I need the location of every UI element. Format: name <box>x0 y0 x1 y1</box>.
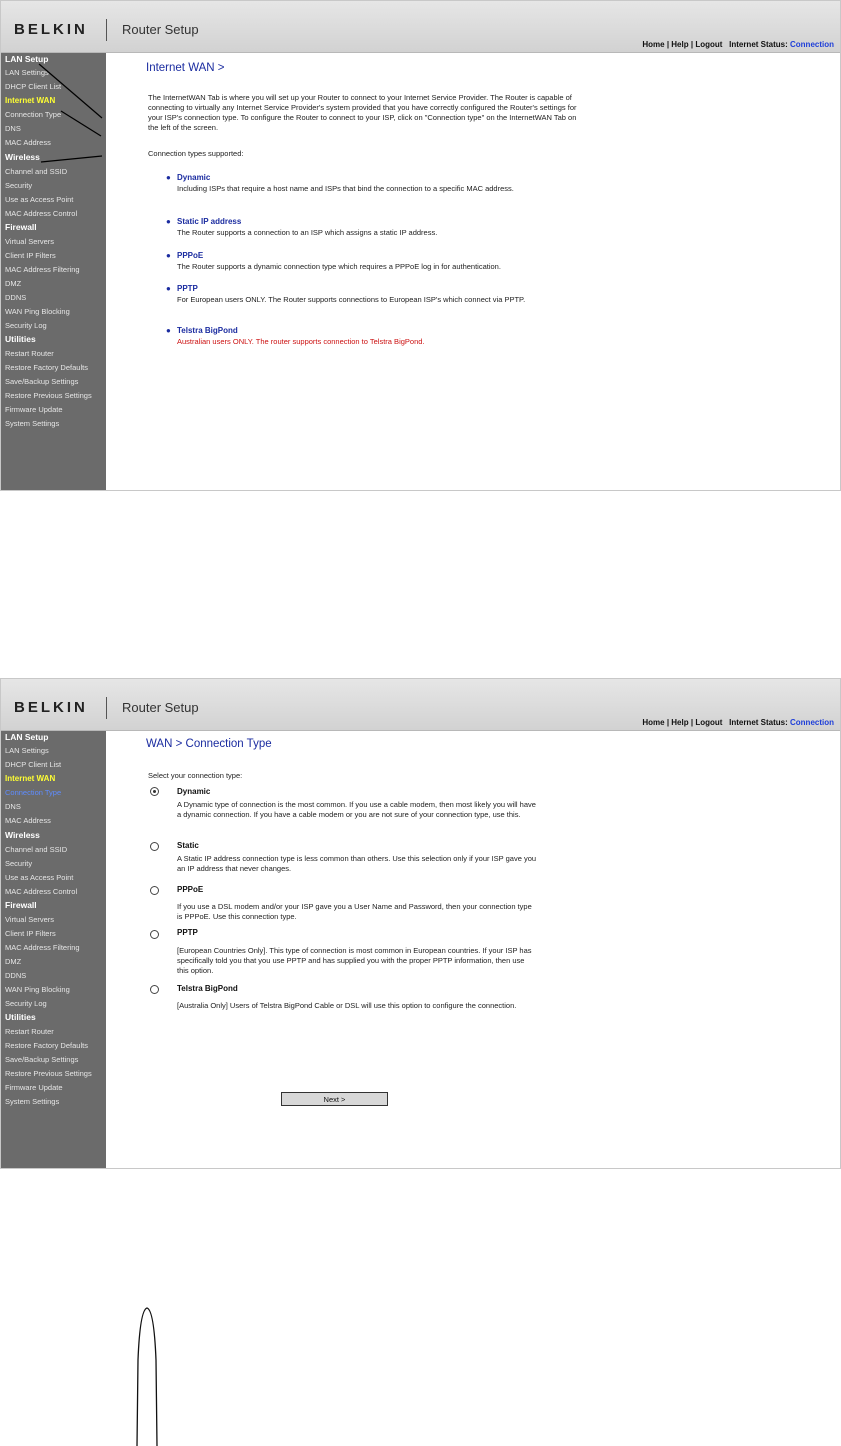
nav-item-restore-previous-settings[interactable]: Restore Previous Settings <box>5 1069 92 1078</box>
nav-section-wireless: Wireless <box>5 152 40 162</box>
top-links <box>642 40 834 49</box>
header-bar <box>1 679 840 731</box>
nav-section-lan-setup: LAN Setup <box>5 54 49 64</box>
type-desc: Including ISPs that require a host name and ISPs that bind the connection to a specific MAC address. <box>177 184 514 193</box>
nav-item-channel-ssid[interactable]: Channel and SSID <box>5 845 68 854</box>
nav-item-restore-factory-defaults[interactable]: Restore Factory Defaults <box>5 1041 88 1050</box>
nav-item-mac-address[interactable]: MAC Address <box>5 816 51 825</box>
nav-item-firmware-update[interactable]: Firmware Update <box>5 1083 63 1092</box>
nav-item-restore-previous-settings[interactable]: Restore Previous Settings <box>5 391 92 400</box>
link-separator: | <box>664 718 672 727</box>
type-desc: For European users ONLY. The Router supports connections to European ISP's which connect via PPTP. <box>177 295 526 304</box>
nav-item-system-settings[interactable]: System Settings <box>5 1097 60 1106</box>
nav-item-mac-address[interactable]: MAC Address <box>5 138 51 147</box>
sidebar <box>1 731 106 1169</box>
nav-item-use-as-access-point[interactable]: Use as Access Point <box>5 195 74 204</box>
nav-item-virtual-servers[interactable]: Virtual Servers <box>5 237 55 246</box>
app-title: Router Setup <box>122 22 199 37</box>
option-title: PPPoE <box>177 885 204 894</box>
bullet-icon: ● <box>166 217 171 226</box>
radio-telstra-bigpond[interactable] <box>150 985 159 994</box>
type-title: PPPoE <box>177 251 204 260</box>
option-title: Static <box>177 841 199 850</box>
next-button[interactable]: Next > <box>281 1092 388 1106</box>
nav-section-firewall: Firewall <box>5 222 37 232</box>
nav-item-mac-address-control[interactable]: MAC Address Control <box>5 887 78 896</box>
internet-status-value: Connection <box>790 718 834 727</box>
bullet-icon: ● <box>166 173 171 182</box>
nav-item-use-as-access-point[interactable]: Use as Access Point <box>5 873 74 882</box>
supported-label: Connection types supported: <box>148 149 244 158</box>
type-title: PPTP <box>177 284 198 293</box>
page-title: Internet WAN > <box>146 62 225 74</box>
internet-status-label: Internet Status: <box>729 40 788 49</box>
type-desc: Australian users ONLY. The router supports connection to Telstra BigPond. <box>177 337 425 346</box>
intro-text: The InternetWAN Tab is where you will set up your Router to connect to your Internet Service Provider. The Router is capable of connecting to virtually any Internet Service Provider's system provided that you have correctly configured the Router's settings for your ISP's connection type. To configure the Router to connect to your ISP, click on "Connection type" on the InternetWAN Tab on the left of the screen. <box>148 93 577 132</box>
belkin-logo: BELKIN <box>14 21 88 38</box>
option-desc: A Dynamic type of connection is the most common. If you use a cable modem, then most likely you will have a dynamic connection. If you have a cable modem or you are not sure of your connection type, use this. <box>177 800 536 819</box>
nav-item-wan-ping-blocking[interactable]: WAN Ping Blocking <box>5 985 70 994</box>
nav-item-restart-router[interactable]: Restart Router <box>5 349 54 358</box>
radio-dynamic[interactable] <box>150 787 159 796</box>
nav-item-system-settings[interactable]: System Settings <box>5 419 60 428</box>
nav-section-firewall: Firewall <box>5 900 37 910</box>
nav-section-utilities: Utilities <box>5 334 36 344</box>
nav-item-lan-settings[interactable]: LAN Settings <box>5 68 49 77</box>
internet-status-label: Internet Status: <box>729 718 788 727</box>
nav-item-ddns[interactable]: DDNS <box>5 293 27 302</box>
link-separator: | <box>664 40 672 49</box>
nav-item-client-ip-filters[interactable]: Client IP Filters <box>5 929 56 938</box>
belkin-logo: BELKIN <box>14 699 88 716</box>
nav-item-dns[interactable]: DNS <box>5 124 21 133</box>
nav-item-dns[interactable]: DNS <box>5 802 21 811</box>
nav-item-connection-type[interactable]: Connection Type <box>5 110 62 119</box>
nav-item-security-log[interactable]: Security Log <box>5 999 47 1008</box>
logout-link[interactable]: Logout <box>695 40 723 49</box>
link-separator: | <box>688 718 696 727</box>
header-bar <box>1 1 840 53</box>
nav-item-dhcp-client-list[interactable]: DHCP Client List <box>5 760 62 769</box>
main-content <box>107 731 840 1168</box>
link-separator: | <box>688 40 696 49</box>
type-desc: The Router supports a connection to an ISP which assigns a static IP address. <box>177 228 438 237</box>
screenshot-internet-wan <box>0 0 841 491</box>
bullet-icon: ● <box>166 251 171 260</box>
nav-item-restore-factory-defaults[interactable]: Restore Factory Defaults <box>5 363 88 372</box>
antenna-illustration <box>120 1300 180 1446</box>
nav-item-mac-address-filtering[interactable]: MAC Address Filtering <box>5 265 80 274</box>
home-link[interactable]: Home <box>642 40 665 49</box>
home-link[interactable]: Home <box>642 718 665 727</box>
nav-item-save-backup-settings[interactable]: Save/Backup Settings <box>5 1055 79 1064</box>
nav-item-security[interactable]: Security <box>5 181 33 190</box>
bullet-icon: ● <box>166 326 171 335</box>
nav-item-internet-wan[interactable]: Internet WAN <box>5 96 56 105</box>
nav-section-lan-setup: LAN Setup <box>5 732 49 742</box>
main-content <box>107 53 840 490</box>
option-desc: A Static IP address connection type is less common than others. Use this selection only if your ISP gave you an IP address that never changes. <box>177 854 537 873</box>
nav-item-ddns[interactable]: DDNS <box>5 971 27 980</box>
nav-item-virtual-servers[interactable]: Virtual Servers <box>5 915 55 924</box>
nav-item-dhcp-client-list[interactable]: DHCP Client List <box>5 82 62 91</box>
type-title: Telstra BigPond <box>177 326 238 335</box>
header-divider <box>106 697 107 719</box>
logout-link[interactable]: Logout <box>695 718 723 727</box>
option-title: PPTP <box>177 928 198 937</box>
top-links <box>642 718 834 727</box>
help-link[interactable]: Help <box>671 40 689 49</box>
nav-item-save-backup-settings[interactable]: Save/Backup Settings <box>5 377 79 386</box>
screenshot-connection-type <box>0 678 841 1169</box>
option-desc: [European Countries Only]. This type of connection is most common in European countries. If your ISP has specifically told you that you use PPTP and has supplied you with the proper PPTP information, then use this option. <box>177 946 532 975</box>
page-title: WAN > Connection Type <box>146 738 272 750</box>
nav-section-utilities: Utilities <box>5 1012 36 1022</box>
nav-item-dmz[interactable]: DMZ <box>5 279 22 288</box>
help-link[interactable]: Help <box>671 718 689 727</box>
option-title: Dynamic <box>177 787 211 796</box>
nav-section-wireless: Wireless <box>5 830 40 840</box>
type-title: Dynamic <box>177 173 211 182</box>
nav-item-channel-ssid[interactable]: Channel and SSID <box>5 167 68 176</box>
nav-item-mac-address-control[interactable]: MAC Address Control <box>5 209 78 218</box>
app-title: Router Setup <box>122 700 199 715</box>
nav-item-internet-wan[interactable]: Internet WAN <box>5 774 56 783</box>
bullet-icon: ● <box>166 284 171 293</box>
option-title: Telstra BigPond <box>177 984 238 993</box>
select-label: Select your connection type: <box>148 771 243 780</box>
nav-item-mac-address-filtering[interactable]: MAC Address Filtering <box>5 943 80 952</box>
option-desc: If you use a DSL modem and/or your ISP gave you a User Name and Password, then your connection type is PPPoE. Use this connection type. <box>177 902 532 921</box>
nav-item-connection-type[interactable]: Connection Type <box>5 788 62 797</box>
internet-status-value: Connection <box>790 40 834 49</box>
radio-static[interactable] <box>150 842 159 851</box>
nav-item-dmz[interactable]: DMZ <box>5 957 22 966</box>
nav-item-firmware-update[interactable]: Firmware Update <box>5 405 63 414</box>
nav-item-restart-router[interactable]: Restart Router <box>5 1027 54 1036</box>
radio-pppoe[interactable] <box>150 886 159 895</box>
callout-lines <box>1 1 121 171</box>
radio-pptp[interactable] <box>150 930 159 939</box>
option-desc: [Australia Only] Users of Telstra BigPond Cable or DSL will use this option to configure the connection. <box>177 1001 517 1010</box>
type-title: Static IP address <box>177 217 242 226</box>
type-desc: The Router supports a dynamic connection type which requires a PPPoE log in for authentication. <box>177 262 501 271</box>
nav-item-security[interactable]: Security <box>5 859 33 868</box>
nav-item-lan-settings[interactable]: LAN Settings <box>5 746 49 755</box>
nav-item-security-log[interactable]: Security Log <box>5 321 47 330</box>
nav-item-client-ip-filters[interactable]: Client IP Filters <box>5 251 56 260</box>
nav-item-wan-ping-blocking[interactable]: WAN Ping Blocking <box>5 307 70 316</box>
